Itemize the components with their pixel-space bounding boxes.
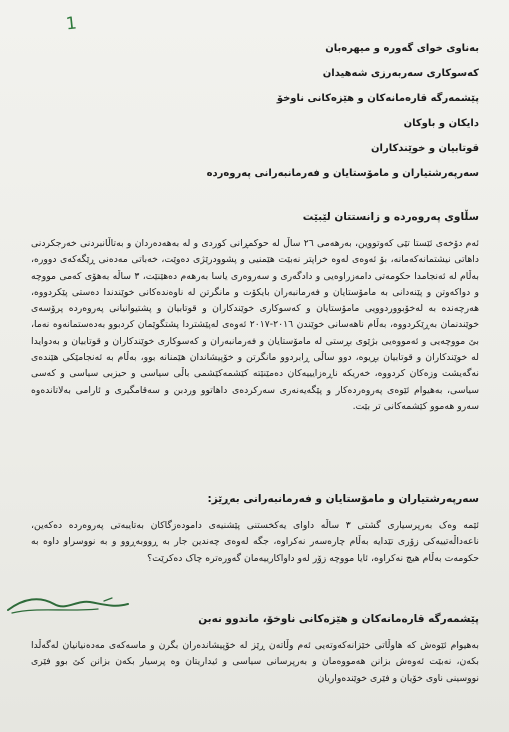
salutation-line: بەناوی خوای گەورە و میهرەبان bbox=[325, 43, 479, 54]
salutation-line: قوتابیان و خوێندکاران bbox=[370, 143, 479, 154]
salutation-block bbox=[59, 42, 479, 192]
section-title-greeting: سڵاوی پەروەردە و زانستتان لێبێت bbox=[302, 211, 479, 223]
body-paragraph-3: بەهیوام ئێوەش کە هاوڵاتی خێزانەکەوتەیی ئەم وڵاتەن ڕێز لە خۆپیشاندەران بگرن و ماسەکەی مەدەنیانیان لەگەڵدا بکەن، نەبێت ئەوەش بزانن هەمووەمان و بەرپرسانی سیاسی و ئیداریتان وە پرسیار بکەن بزانن کێ بوو فێری نووسینی ناوی خۆیان و فێری خوێندەواریان bbox=[31, 640, 479, 684]
salutation-line: دایکان و باوکان bbox=[403, 118, 479, 129]
section-title-peshmerga: پێشمەرگە قارەمانەکان و هێزەکانی ناوخۆ، ماندوو نەبن bbox=[198, 613, 479, 625]
body-paragraph-1: ئەم دۆخەی ئێستا تێی کەوتووین، بەرهەمی ٢٦ ساڵ لە حوکمڕانی کوردی و لە بەهەدەردان و بەتاڵانبردنی خەرجکردنی داهاتی نیشتمانەکەمانە، بۆ ئەوەی لەوە خراپتر نەبێت هێمنیی و پشوودرێژی دەوێت، خەباتی مەدەنی ڕێگەکەی دووره، بەڵام لە ئەنجامدا حکومەتی دامەزراوەیی و دادگەری و سەروەری یاسا بەرهەم دەهێنێت، ٣ ساڵە بەهۆی کەمی مووچە و دواکەوتن و پێنەدانی بە مامۆستایان و فەرمانبەران بایکۆت و مانگرتن لە ناوەندەکانی خوێندندا دەستی پێکردووە، هەرچەندە بە لەخۆبووردوویی مامۆستایان و کەسوکاری خوێندکاران و قوتابیان و پشتیوانیانی پەروەردە پرۆسەی خوێندنمان بەڕێکردووە، بەڵام ناهەسانی خوێندن ٢٠١٦-٢٠١٧ ئەوەی لەپێشتردا پشتگوێمان کردبوو بەدەستمانەوە نەما، بێ مووچەیی و ئەمووەیی بژێوی بڕستی لە مامۆستایان و فەرمانبەران و کەسوکاری خوێندکاران و قوتابیان و بەدوایدا لە خوێندکاران و قوتابیان بڕیوە، دوو ساڵی ڕابردوو مانگرتن و خۆپیشاندان هێمنانە بوو، بەڵام بە ئەنجامێکی هێندەی نەگەیشت وزەکان کردووە، خەریکە ناڕەزایییەکان دەمێنێتە کێشمەکێشمی باڵی سیاسی و حیزبی سیاسی و کەسی سیاسی، بەهیوام ئێوەی پەروەردەکار و پێگەیەنەری سەرکردەی داهاتوو وردبن و سەقامگیری و ئارامی بەلاتاندەوە سەرو هەموو کێشمەکانی تر بێت. bbox=[31, 238, 479, 412]
section-title-supervisors: سەرپەرشتیاران و مامۆستایان و فەرمانبەرانی بەڕێز: bbox=[207, 493, 479, 505]
body-paragraph-2: ئێمە وەک بەرپرسیاری گشتی ٣ ساڵە داوای یەکخستنی پێشنیەی دامودەزگاکان بەتایبەتی پەروەردە دەکەین، ناعەداڵەتییەکی زۆری تێدایە بەڵام چارەسەر نەکراوە، جگە لەوەی چەندین جار بە ڕووبەڕوو و بە نووسراو داوە بە حکومەت بەڵام هیچ نەکراوە، ئایا مووچە زۆر لەو داواکارییەمان گەورەترە چاک دەکرێت؟ bbox=[31, 520, 479, 564]
salutation-line: سەرپەرشتیاران و مامۆستایان و فەرمانبەرانی پەروەردە bbox=[206, 168, 479, 179]
page-number: 1 bbox=[64, 13, 78, 35]
signature-icon bbox=[6, 592, 131, 620]
salutation-line: پێشمەرگە قارەمانەکان و هێزەکانی ناوخۆ bbox=[276, 93, 479, 104]
salutation-line: کەسوکاری سەربەرزی شەهیدان bbox=[322, 68, 479, 79]
